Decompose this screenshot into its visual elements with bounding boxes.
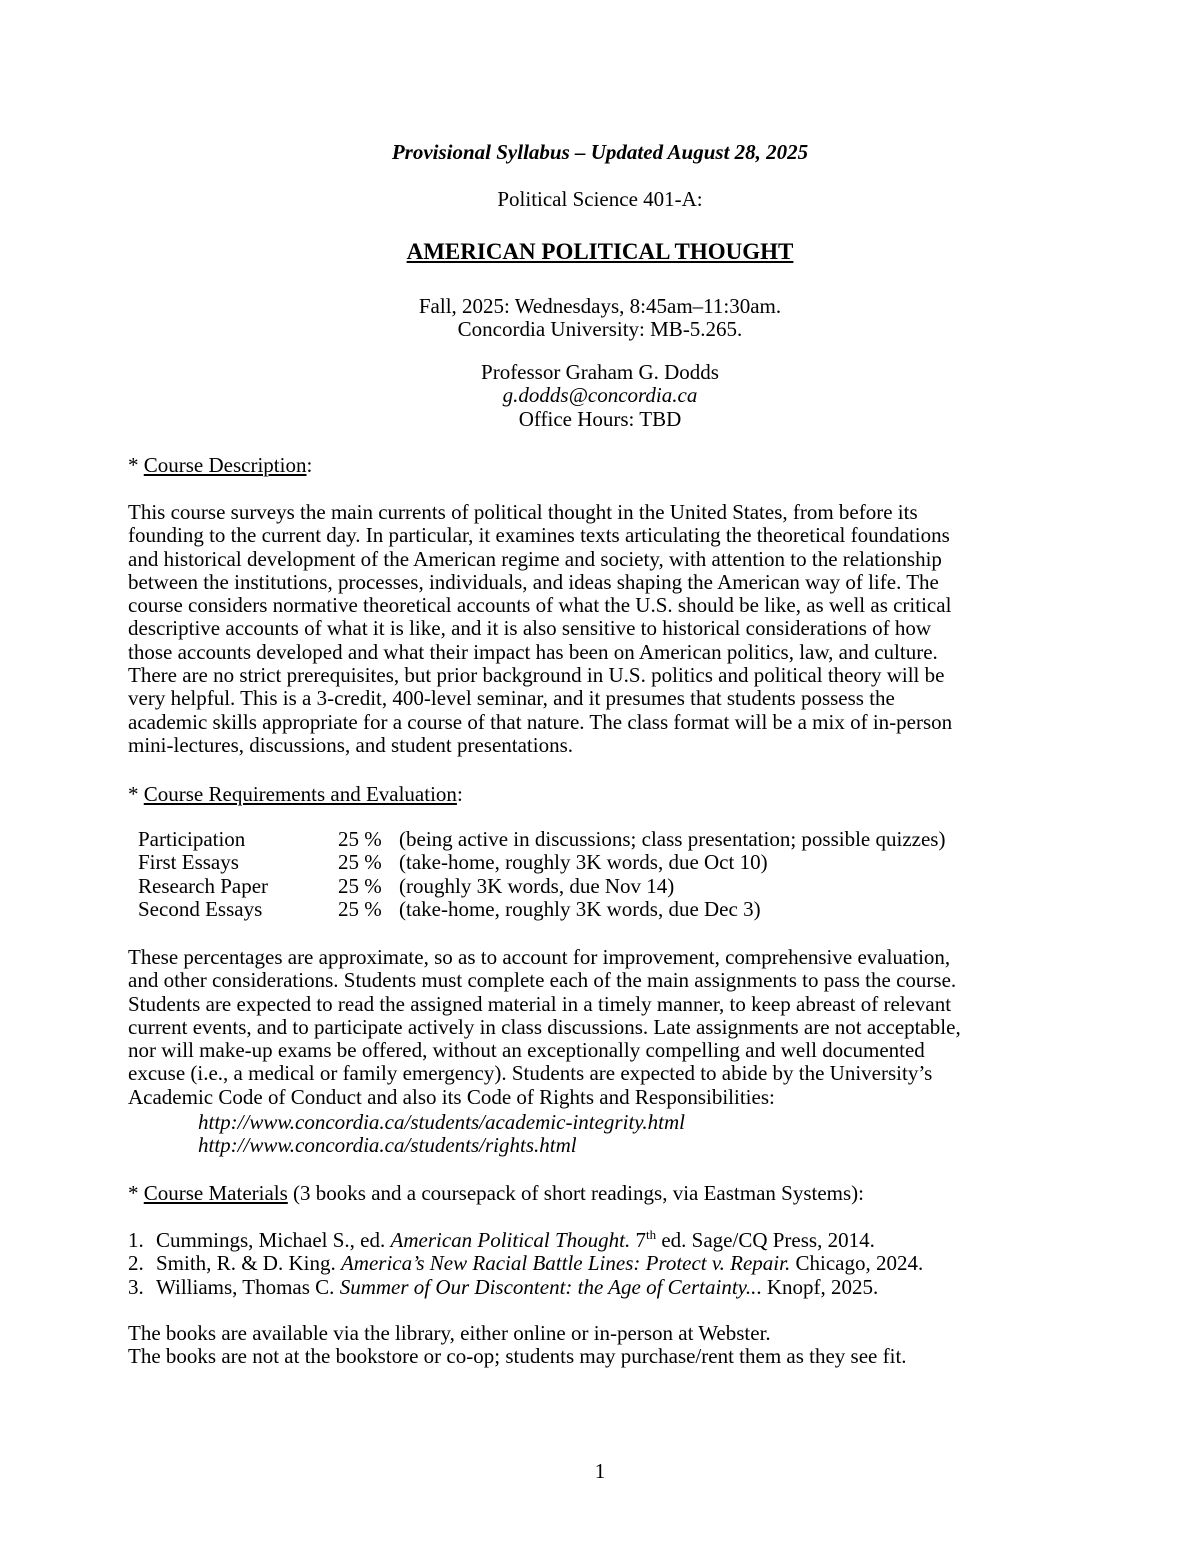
book-number: 2. [128, 1251, 144, 1276]
book-author: Smith, R. & D. King. [156, 1251, 341, 1276]
materials-note: The books are available via the library, either online or in-person at Webster. [128, 1321, 771, 1345]
paragraph-line: and historical development of the American regime and society, with attention to the relationship [128, 546, 942, 571]
evaluation-row [138, 875, 945, 898]
paragraph-line: current events, and to participate actively in class discussions. Late assignments are not acceptable, [128, 1014, 961, 1039]
paragraph-line: and other considerations. Students must complete each of the main assignments to pass the course. [128, 968, 957, 993]
book-author: Cummings, Michael S., ed. [156, 1228, 391, 1252]
evaluation-row [138, 851, 945, 874]
paragraph-line: excuse (i.e., a medical or family emergency). Students are expected to abide by the University’s [128, 1061, 933, 1086]
evaluation-item: Research Paper [138, 873, 269, 898]
evaluation-note: (take-home, roughly 3K words, due Oct 10) [399, 850, 768, 875]
schedule: Fall, 2025: Wednesdays, 8:45am–11:30am. [418, 294, 782, 318]
book-title: America’s New Racial Battle Lines: Protect v. Repair. [340, 1251, 791, 1276]
materials-heading-rest: (3 books and a coursepack of short readings, via Eastman Systems): [287, 1181, 864, 1205]
book-item [128, 1229, 923, 1252]
evaluation-row [138, 898, 945, 921]
rights-link[interactable]: http://www.concordia.ca/students/rights.html [198, 1133, 577, 1158]
evaluation-table [138, 828, 945, 921]
paragraph-line: mini-lectures, discussions, and student presentations. [128, 732, 574, 757]
book-number: 1. [128, 1228, 144, 1252]
evaluation-note: (take-home, roughly 3K words, due Dec 3) [399, 896, 761, 921]
bullet-mark: * [128, 1181, 144, 1205]
paragraph-line: very helpful. This is a 3-credit, 400-level seminar, and it presumes that students possess the [128, 686, 895, 711]
book-edition: 7 [630, 1228, 646, 1252]
professor-block [128, 361, 1072, 431]
paragraph-line: founding to the current day. In particular, it examines texts articulating the theoretical foundations [128, 523, 950, 548]
book-title: Summer of Our Discontent: the Age of Certainty.. [339, 1274, 757, 1299]
description-paragraph [128, 501, 1072, 757]
paragraph-line: those accounts developed and what their impact has been on American politics, law, and culture. [128, 639, 938, 664]
description-heading [128, 454, 312, 477]
bullet-mark: * [128, 453, 144, 477]
academic-integrity-link[interactable]: http://www.concordia.ca/students/academic-integrity.html [198, 1110, 686, 1134]
book-number: 3. [128, 1274, 144, 1299]
paragraph-line: between the institutions, processes, individuals, and ideas shaping the American way of life. The [128, 569, 939, 594]
course-title: AMERICAN POLITICAL THOUGHT [406, 239, 794, 264]
paragraph-line: Students are expected to read the assigned material in a timely manner, to keep abreast of relevant [128, 991, 952, 1016]
materials-notes [128, 1322, 1072, 1369]
location: Concordia University: MB-5.265. [457, 317, 743, 342]
evaluation-percent: 25 % [338, 827, 382, 851]
paragraph-line: There are no strict prerequisites, but prior background in U.S. politics and political theory will be [128, 663, 945, 688]
book-list [128, 1229, 923, 1299]
evaluation-item: First Essays [138, 850, 239, 875]
paragraph-line: course considers normative theoretical accounts of what the U.S. should be like, as well as critical [128, 593, 952, 618]
heading-colon: : [456, 782, 463, 806]
requirements-heading-text: Course Requirements and Evaluation [143, 782, 457, 806]
bullet-mark: * [128, 782, 144, 806]
evaluation-note: (roughly 3K words, due Nov 14) [399, 873, 675, 898]
heading-colon: : [306, 453, 313, 477]
book-publisher: ed. Sage/CQ Press, 2014. [656, 1228, 875, 1252]
professor-name: Professor Graham G. Dodds [481, 360, 719, 384]
book-publisher: Chicago, 2024. [790, 1251, 924, 1276]
office-hours: Office Hours: TBD [518, 406, 682, 431]
policy-links [198, 1111, 685, 1158]
book-author: Williams, Thomas C. [156, 1274, 340, 1299]
evaluation-item: Second Essays [138, 896, 263, 921]
schedule-block [128, 295, 1072, 342]
description-heading-text: Course Description [143, 453, 307, 477]
policy-paragraph [128, 946, 1072, 1109]
evaluation-item: Participation [138, 827, 246, 851]
evaluation-row [138, 828, 945, 851]
page-number: 1 [594, 1459, 606, 1483]
paragraph-line: These percentages are approximate, so as to account for improvement, comprehensive evaluation, [128, 945, 951, 969]
materials-heading-text: Course Materials [143, 1181, 288, 1205]
paragraph-line: Academic Code of Conduct and also its Code of Rights and Responsibilities: [128, 1084, 775, 1109]
provisional-note: Provisional Syllabus – Updated August 28, 2025 [391, 140, 809, 164]
evaluation-percent: 25 % [338, 850, 382, 875]
paragraph-line: descriptive accounts of what it is like, and it is also sensitive to historical considerations of how [128, 616, 932, 641]
materials-heading [128, 1182, 864, 1205]
paragraph-line: academic skills appropriate for a course of that nature. The class format will be a mix of in-person [128, 709, 953, 734]
requirements-heading [128, 783, 463, 806]
evaluation-note: (being active in discussions; class presentation; possible quizzes) [399, 827, 946, 851]
evaluation-percent: 25 % [338, 896, 382, 921]
professor-email[interactable]: g.dodds@concordia.ca [502, 383, 698, 408]
book-publisher: . Knopf, 2025. [756, 1274, 879, 1299]
paragraph-line: nor will make-up exams be offered, without an exceptionally compelling and well documented [128, 1038, 925, 1063]
book-item [128, 1276, 923, 1299]
evaluation-percent: 25 % [338, 873, 382, 898]
book-title: American Political Thought. [390, 1228, 631, 1252]
course-number: Political Science 401-A: [497, 187, 703, 211]
book-edition-suffix: th [645, 1227, 657, 1242]
materials-note: The books are not at the bookstore or co-op; students may purchase/rent them as they see fit. [128, 1344, 907, 1369]
book-item [128, 1252, 923, 1275]
paragraph-line: This course surveys the main currents of political thought in the United States, from before its [128, 500, 918, 524]
